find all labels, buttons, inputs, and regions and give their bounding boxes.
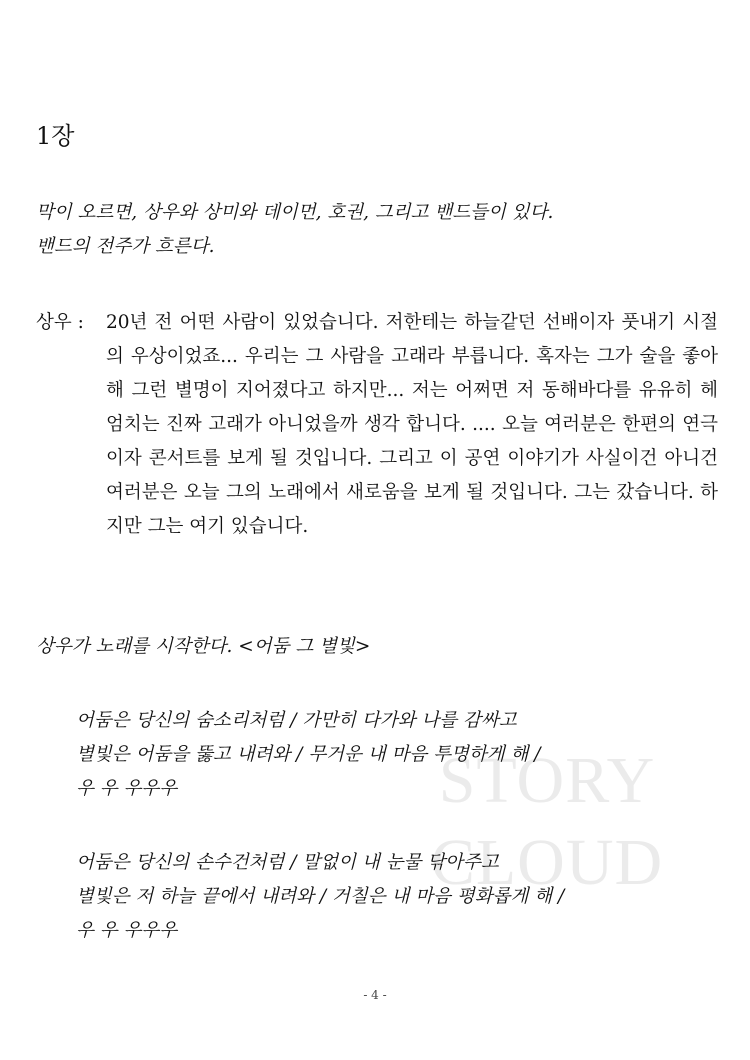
lyric-line: 우 우 우우우: [76, 778, 178, 799]
lyric-line: 어둠은 당신의 숨소리처럼 / 가만히 다가와 나를 감싸고: [76, 710, 517, 731]
watermark-line-story: STORY: [438, 744, 656, 817]
lyric-line: 별빛은 저 하늘 끝에서 내려와 / 거칠은 내 마음 평화롭게 해 /: [76, 886, 565, 907]
stage-direction-line: 밴드의 전주가 흐른다.: [36, 236, 215, 257]
page-number: - 4 -: [363, 988, 387, 1002]
stage-direction: [36, 196, 716, 264]
dialogue-text: 20년 전 어떤 사람이 있었습니다. 저한테는 하늘같던 선배이자 풋내기 시절의 우상이었죠... 우리는 그 사람을 고래라 부릅니다. 혹자는 그가 술을 좋아해 그런 별명이 지어졌다고 하지만... 저는 어쩌면 저 동해바다를 유유히 헤엄치는 진짜 고래가 아니었을까 생각 합니다. .... 오늘 여러분은 한편의 연극이자 콘서트를 보게 될 것입니다. 그리고 이 공연 이야기가 사실이건 아니건 여러분은 오늘 그의 노래에서 새로움을 보게 될 것입니다. 그는 갔습니다. 하지만 그는 여기 있습니다.: [106, 312, 718, 537]
lyric-line: 어둠은 당신의 손수건처럼 / 말없이 내 눈물 닦아주고: [76, 852, 499, 873]
song-verse: [76, 704, 716, 806]
lyric-line: 우 우 우우우: [76, 920, 178, 941]
speaker-name: 상우 :: [36, 312, 84, 333]
stage-direction-line: 막이 오르면, 상우와 상미와 데이먼, 호권, 그리고 밴드들이 있다.: [36, 202, 554, 223]
lyric-line: 별빛은 어둠을 뚫고 내려와 / 무거운 내 마음 투명하게 해 /: [76, 744, 541, 765]
song-verse: [76, 846, 716, 948]
watermark-line-cloud: CLOUD: [430, 826, 664, 899]
chapter-heading: 1장: [36, 122, 75, 150]
song-intro-direction: 상우가 노래를 시작한다. <어둠 그 별빛>: [36, 636, 371, 657]
